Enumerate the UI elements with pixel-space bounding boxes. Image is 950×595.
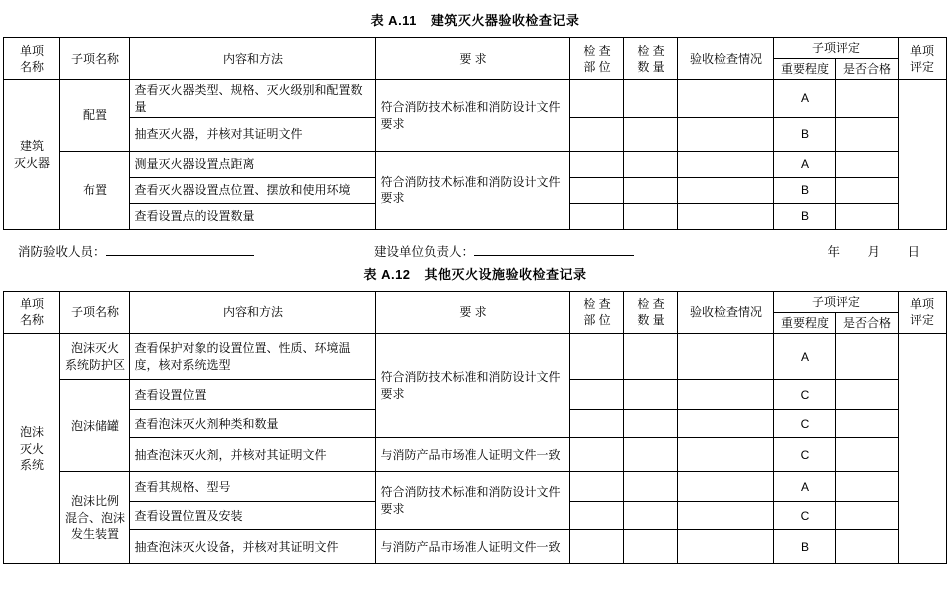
table-row — [4, 151, 946, 177]
cell-sub-name: 布置 — [60, 151, 130, 229]
table1-header-row-1 — [4, 38, 946, 59]
cell-position[interactable] — [570, 334, 624, 380]
cell-item-name: 泡沫 灭火 系统 — [4, 334, 60, 564]
cell-situation[interactable] — [678, 380, 774, 410]
table2-caption-number: 表 A.12 — [363, 266, 411, 282]
th-content: 内容和方法 — [130, 291, 376, 333]
cell-content: 查看其规格、型号 — [130, 472, 376, 502]
cell-situation[interactable] — [678, 334, 774, 380]
cell-sub-name: 泡沫储罐 — [60, 380, 130, 472]
th-item-name: 单项 名称 — [4, 291, 60, 333]
cell-situation[interactable] — [678, 117, 774, 151]
table1-caption-number: 表 A.11 — [370, 13, 417, 28]
th-situation: 验收检查情况 — [678, 38, 774, 80]
cell-content: 查看设置位置及安装 — [130, 502, 376, 530]
cell-importance: B — [774, 117, 836, 151]
cell-requirement: 符合消防技术标准和消防设计文件要求 — [376, 80, 570, 151]
cell-position[interactable] — [570, 410, 624, 438]
th-position: 检 查 部 位 — [570, 291, 624, 333]
cell-quantity[interactable] — [624, 80, 678, 117]
cell-importance: C — [774, 502, 836, 530]
table2-caption — [0, 264, 950, 283]
th-importance: 重要程度 — [774, 312, 836, 333]
table-row — [4, 334, 946, 380]
cell-content: 测量灭火器设置点距离 — [130, 151, 376, 177]
cell-quantity[interactable] — [624, 177, 678, 203]
owner-label: 建设单位负责人： — [374, 242, 634, 260]
cell-importance: A — [774, 80, 836, 117]
cell-quantity[interactable] — [624, 203, 678, 229]
cell-quantity[interactable] — [624, 117, 678, 151]
cell-requirement: 与消防产品市场准人证明文件一致 — [376, 530, 570, 564]
th-content: 内容和方法 — [130, 38, 376, 80]
table-row — [4, 530, 946, 564]
th-rating: 子项评定 — [774, 291, 898, 312]
cell-content: 查看灭火器类型、规格、灭火级别和配置数量 — [130, 80, 376, 117]
cell-position[interactable] — [570, 530, 624, 564]
cell-qualified[interactable] — [836, 410, 898, 438]
cell-overall[interactable] — [898, 80, 946, 229]
table1-caption — [0, 10, 950, 29]
table-a11 — [3, 37, 946, 230]
cell-requirement: 与消防产品市场准人证明文件一致 — [376, 438, 570, 472]
cell-qualified[interactable] — [836, 334, 898, 380]
cell-quantity[interactable] — [624, 410, 678, 438]
th-item-name: 单项 名称 — [4, 38, 60, 80]
cell-situation[interactable] — [678, 502, 774, 530]
th-situation: 验收检查情况 — [678, 291, 774, 333]
cell-position[interactable] — [570, 438, 624, 472]
cell-qualified[interactable] — [836, 438, 898, 472]
th-overall: 单项 评定 — [898, 291, 946, 333]
cell-quantity[interactable] — [624, 438, 678, 472]
cell-qualified[interactable] — [836, 502, 898, 530]
cell-situation[interactable] — [678, 530, 774, 564]
cell-importance: C — [774, 380, 836, 410]
cell-position[interactable] — [570, 203, 624, 229]
th-importance: 重要程度 — [774, 59, 836, 80]
table-row — [4, 472, 946, 502]
table1-caption-title: 建筑灭火器验收检查记录 — [430, 13, 580, 28]
cell-sub-name: 泡沫灭火 系统防护区 — [60, 334, 130, 380]
cell-qualified[interactable] — [836, 203, 898, 229]
inspector-blank[interactable] — [106, 255, 254, 256]
date-blank: 年 月 日 — [827, 244, 932, 259]
cell-importance: B — [774, 177, 836, 203]
cell-quantity[interactable] — [624, 472, 678, 502]
cell-qualified[interactable] — [836, 151, 898, 177]
cell-qualified[interactable] — [836, 380, 898, 410]
cell-qualified[interactable] — [836, 117, 898, 151]
cell-situation[interactable] — [678, 203, 774, 229]
th-rating: 子项评定 — [774, 38, 898, 59]
cell-content: 查看泡沫灭火剂种类和数量 — [130, 410, 376, 438]
cell-content: 查看保护对象的设置位置、性质、环境温度，核对系统选型 — [130, 334, 376, 380]
cell-importance: C — [774, 410, 836, 438]
cell-requirement: 符合消防技术标准和消防设计文件要求 — [376, 151, 570, 229]
cell-quantity[interactable] — [624, 334, 678, 380]
cell-item-name: 建筑 灭火器 — [4, 80, 60, 229]
table2-caption-title: 其他灭火设施验收检查记录 — [424, 266, 587, 282]
cell-qualified[interactable] — [836, 80, 898, 117]
cell-situation[interactable] — [678, 410, 774, 438]
cell-position[interactable] — [570, 472, 624, 502]
inspector-label: 消防验收人员： — [18, 242, 254, 260]
table-row — [4, 80, 946, 117]
cell-situation[interactable] — [678, 80, 774, 117]
cell-quantity[interactable] — [624, 530, 678, 564]
cell-situation[interactable] — [678, 472, 774, 502]
cell-qualified[interactable] — [836, 530, 898, 564]
cell-position[interactable] — [570, 80, 624, 117]
cell-position[interactable] — [570, 151, 624, 177]
th-overall: 单项 评定 — [898, 38, 946, 80]
table-a12 — [3, 291, 946, 564]
cell-requirement: 符合消防技术标准和消防设计文件要求 — [376, 334, 570, 438]
th-requirement: 要 求 — [376, 38, 570, 80]
th-requirement: 要 求 — [376, 291, 570, 333]
cell-content: 抽查灭火器，并核对其证明文件 — [130, 117, 376, 151]
cell-overall[interactable] — [898, 334, 946, 564]
cell-qualified[interactable] — [836, 177, 898, 203]
cell-position[interactable] — [570, 117, 624, 151]
cell-importance: A — [774, 334, 836, 380]
owner-blank[interactable] — [474, 255, 634, 256]
th-sub-name: 子项名称 — [60, 38, 130, 80]
th-quantity: 检 查 数 量 — [624, 38, 678, 80]
cell-sub-name: 泡沫比例 混合、泡沫 发生装置 — [60, 472, 130, 564]
signature-line — [16, 242, 934, 264]
cell-requirement: 符合消防技术标准和消防设计文件要求 — [376, 472, 570, 530]
cell-importance: A — [774, 472, 836, 502]
th-position: 检 查 部 位 — [570, 38, 624, 80]
cell-importance: B — [774, 203, 836, 229]
cell-situation[interactable] — [678, 438, 774, 472]
cell-quantity[interactable] — [624, 502, 678, 530]
th-qualified: 是否合格 — [836, 312, 898, 333]
cell-content: 查看设置位置 — [130, 380, 376, 410]
table2-header-row-1 — [4, 291, 946, 312]
th-qualified: 是否合格 — [836, 59, 898, 80]
th-sub-name: 子项名称 — [60, 291, 130, 333]
cell-position[interactable] — [570, 380, 624, 410]
cell-situation[interactable] — [678, 177, 774, 203]
cell-importance: A — [774, 151, 836, 177]
cell-qualified[interactable] — [836, 472, 898, 502]
cell-content: 抽查泡沫灭火设备，并核对其证明文件 — [130, 530, 376, 564]
cell-situation[interactable] — [678, 151, 774, 177]
table-row — [4, 438, 946, 472]
th-quantity: 检 查 数 量 — [624, 291, 678, 333]
cell-content: 抽查泡沫灭火剂，并核对其证明文件 — [130, 438, 376, 472]
cell-quantity[interactable] — [624, 380, 678, 410]
cell-content: 查看灭火器设置点位置、摆放和使用环境 — [130, 177, 376, 203]
cell-position[interactable] — [570, 502, 624, 530]
cell-importance: B — [774, 530, 836, 564]
cell-importance: C — [774, 438, 836, 472]
cell-content: 查看设置点的设置数量 — [130, 203, 376, 229]
cell-quantity[interactable] — [624, 151, 678, 177]
cell-sub-name: 配置 — [60, 80, 130, 151]
cell-position[interactable] — [570, 177, 624, 203]
